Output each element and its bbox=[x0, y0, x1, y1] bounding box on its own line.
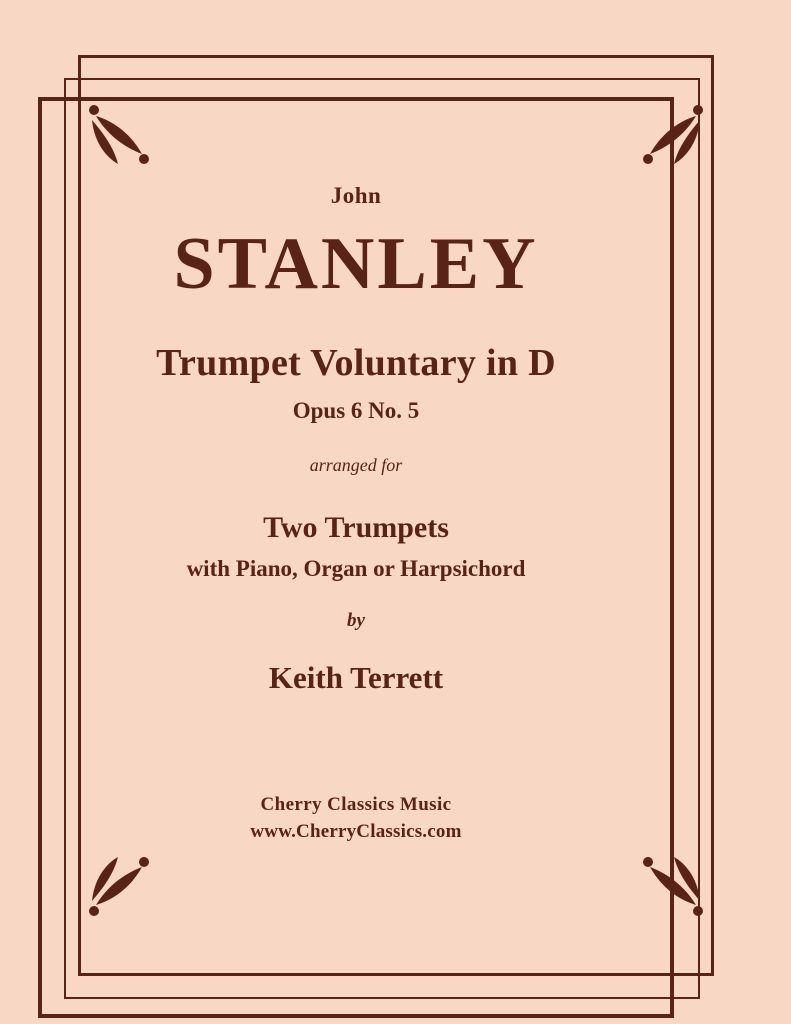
publisher-name: Cherry Classics Music bbox=[260, 794, 452, 815]
instrumentation: Two Trumpets bbox=[263, 511, 449, 544]
work-title: Trumpet Voluntary in D bbox=[156, 342, 556, 384]
by-label: by bbox=[347, 610, 365, 631]
arranged-for-label: arranged for bbox=[309, 455, 403, 475]
composer-first-name: John bbox=[330, 183, 382, 208]
arranger-name: Keith Terrett bbox=[268, 660, 444, 695]
accompaniment: with Piano, Organ or Harpsichord bbox=[186, 556, 526, 581]
work-opus-number: Opus 6 No. 5 bbox=[292, 398, 420, 423]
cover-text-block bbox=[38, 97, 674, 1018]
publisher-website: www.CherryClassics.com bbox=[250, 821, 462, 842]
composer-last-name: STANLEY bbox=[173, 223, 539, 305]
